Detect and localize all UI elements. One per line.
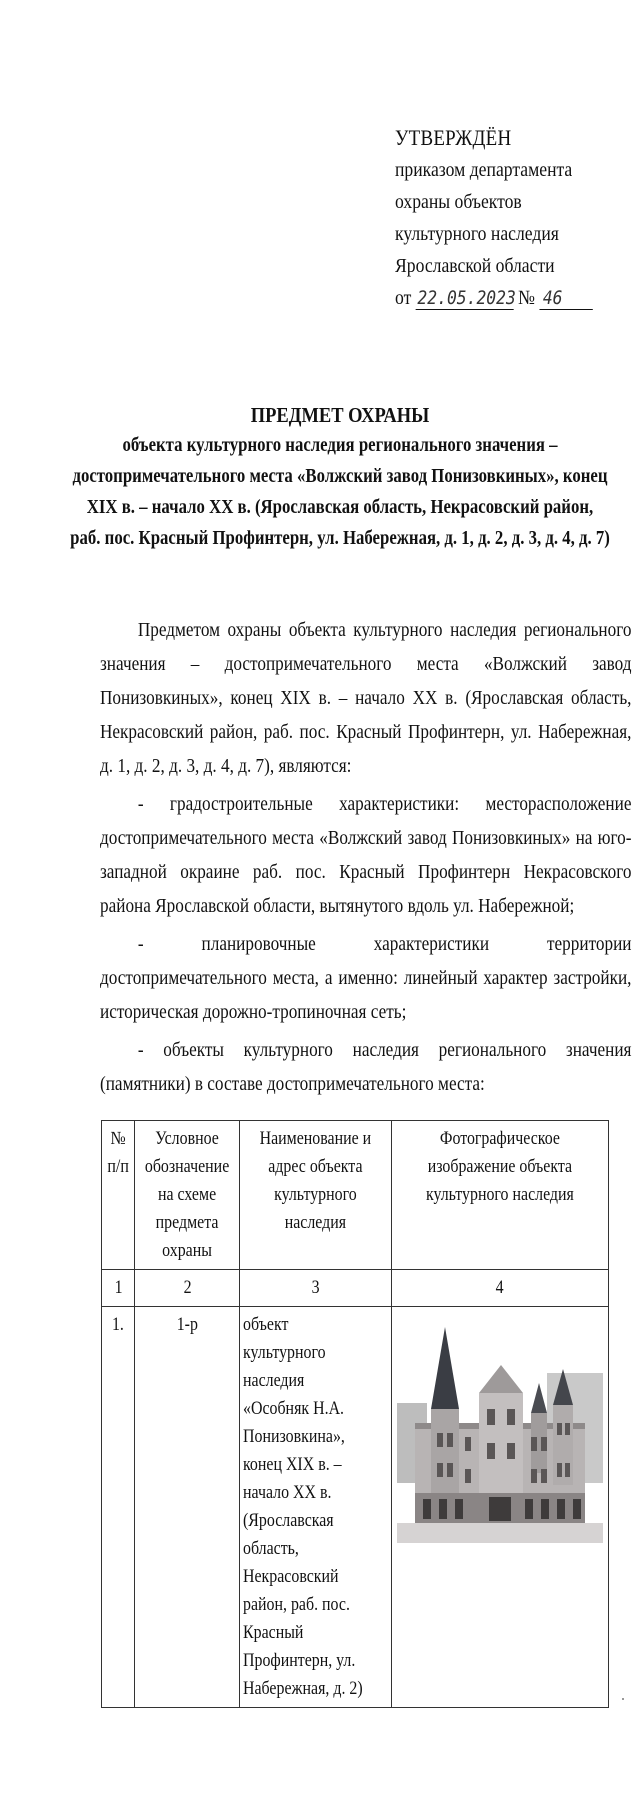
document-body — [100, 613, 631, 1101]
approval-line: культурного наследия — [395, 223, 559, 245]
title-main: ПРЕДМЕТ ОХРАНЫ — [250, 403, 430, 427]
numbering-cell: 4 — [392, 1270, 609, 1307]
table-numbering-row — [102, 1270, 609, 1307]
body-paragraph: - градостроительные характеристики: месторасположение достопримечательного места «Волжский завод Понизовкиных» на юго-западной окраине раб. пос. Красный Профинтерн Некрасовского района Ярославской области, вытянутого вдоль ул. Набережной; — [100, 793, 632, 917]
table-header-row — [102, 1121, 609, 1270]
title-line: XIX в. – начало XX в. (Ярославская область, Некрасовский район, — [86, 497, 594, 518]
approval-line: приказом департамента — [395, 159, 573, 181]
header-cell: Наименование и адрес объекта культурного наследия — [240, 1121, 392, 1270]
numbering-cell: 3 — [240, 1270, 392, 1307]
header-cell: Фотографическое изображение объекта культурного наследия — [392, 1121, 609, 1270]
document-title — [70, 400, 610, 554]
scan-speck — [622, 1698, 624, 1700]
body-paragraph: Предметом охраны объекта культурного наследия регионального значения – достопримечательного места «Волжский завод Понизовкиных», конец XIX в. – начало XX в. (Ярославская область, Некрасовский район, раб. пос. Красный Профинтерн, ул. Набережная, д. 1, д. 2, д. 3, д. 4, д. 7), являются: — [100, 619, 632, 777]
numbering-cell: 2 — [135, 1270, 240, 1307]
approval-line: Ярославской области — [395, 255, 555, 277]
row-photo — [392, 1307, 609, 1708]
body-paragraph: - объекты культурного наследия регионального значения (памятники) в составе достопримечательного места: — [100, 1039, 632, 1095]
heritage-objects-table — [101, 1120, 609, 1708]
title-line: достопримечательного места «Волжский завод Понизовкиных», конец — [72, 466, 608, 487]
number-sign: № — [518, 287, 535, 309]
approval-block — [395, 122, 593, 314]
title-line: раб. пос. Красный Профинтерн, ул. Набережная, д. 1, д. 2, д. 3, д. 4, д. 7) — [70, 528, 610, 549]
table-row — [102, 1307, 609, 1708]
header-cell: № п/п — [102, 1121, 135, 1270]
approval-line: охраны объектов — [395, 191, 522, 213]
row-number: 1. — [102, 1307, 135, 1708]
row-code: 1-р — [135, 1307, 240, 1708]
numbering-cell: 1 — [102, 1270, 135, 1307]
handwritten-number: 46 — [539, 287, 592, 310]
approval-date-line — [395, 282, 593, 314]
body-paragraph: - планировочные характеристики территории достопримечательного места, а именно: линейный характер застройки, историческая дорожно-тропиночная сеть; — [100, 933, 632, 1023]
mansion-photo — [397, 1313, 603, 1543]
row-object-name: объект культурного наследия «Особняк Н.А. Понизовкина», конец XIX в. – начало XX в. (Ярославская область, Некрасовский район, раб. пос. Красный Профинтерн, ул. Набережная, д. 2) — [240, 1307, 392, 1708]
approval-heading: УТВЕРЖДЁН — [395, 125, 512, 150]
title-line: объекта культурного наследия регионального значения – — [122, 435, 558, 456]
header-cell: Условное обозначение на схеме предмета охраны — [135, 1121, 240, 1270]
date-prefix: от — [395, 287, 412, 309]
handwritten-date: 22.05.2023 — [417, 287, 516, 309]
